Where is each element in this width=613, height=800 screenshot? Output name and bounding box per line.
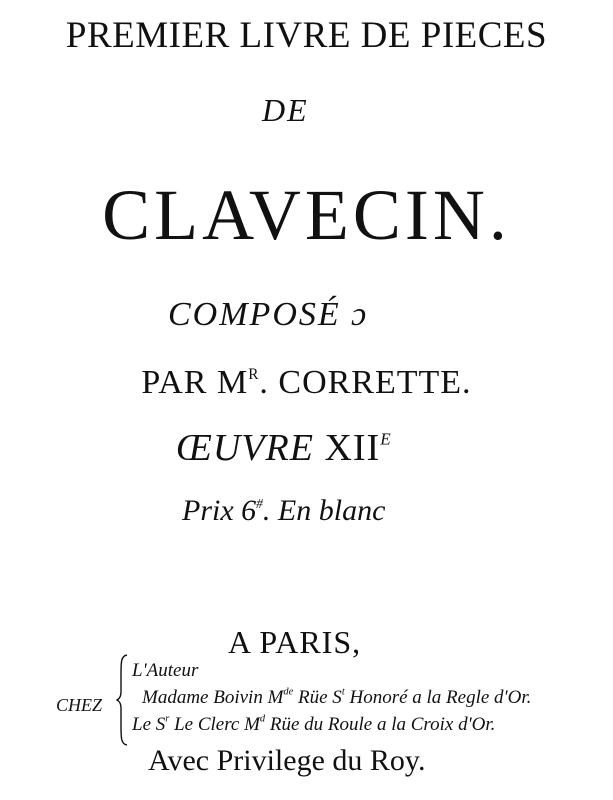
price-suffix: . En blanc [262,494,386,527]
imprint-address-2 [142,687,531,709]
opus-number: XII [324,427,381,469]
title-line-1: PREMIER LIVRE DE PIECES [65,15,548,56]
address-2-sup-1: de [283,686,294,698]
address-2-post: Honoré a la Regle d'Or. [344,687,532,708]
imprint-chez: CHEZ [56,695,103,715]
opus-sup: E [380,429,392,449]
price-prefix: Prix 6 [182,494,257,527]
title-line-3: CLAVECIN. [102,175,511,255]
opus-word: ŒUVRE [176,427,314,469]
address-2-mid: Rüe S [293,687,342,708]
address-3-pre: Le S [132,714,166,735]
imprint-city: A PARIS, [228,624,362,660]
opus-line [176,426,392,470]
address-2-pre: Madame Boivin M [142,687,284,708]
imprint-address-1: L'Auteur [132,660,199,681]
address-3-sup-1: r [165,713,170,725]
author-name: . CORRETTE. [259,364,472,401]
price-sup: # [256,495,263,511]
address-2-sup-2: t [341,686,345,698]
composed-line [168,296,368,334]
privilege-line: Avec Privilege du Roy. [148,744,426,777]
composed-word: COMPOSÉ [168,296,341,333]
author-prefix: PAR M [141,364,249,401]
imprint-address-3 [132,714,495,736]
composed-ornament: ɔ [351,296,369,333]
title-line-2: DE [262,92,309,128]
author-line [0,364,613,402]
address-3-mid: Le Clerc M [169,714,260,735]
author-sup: R [248,366,260,384]
address-3-sup-2: d [259,713,266,725]
price-line [182,494,385,528]
curly-brace-icon [116,654,128,746]
address-3-post: Rüe du Roule a la Croix d'Or. [265,714,496,735]
